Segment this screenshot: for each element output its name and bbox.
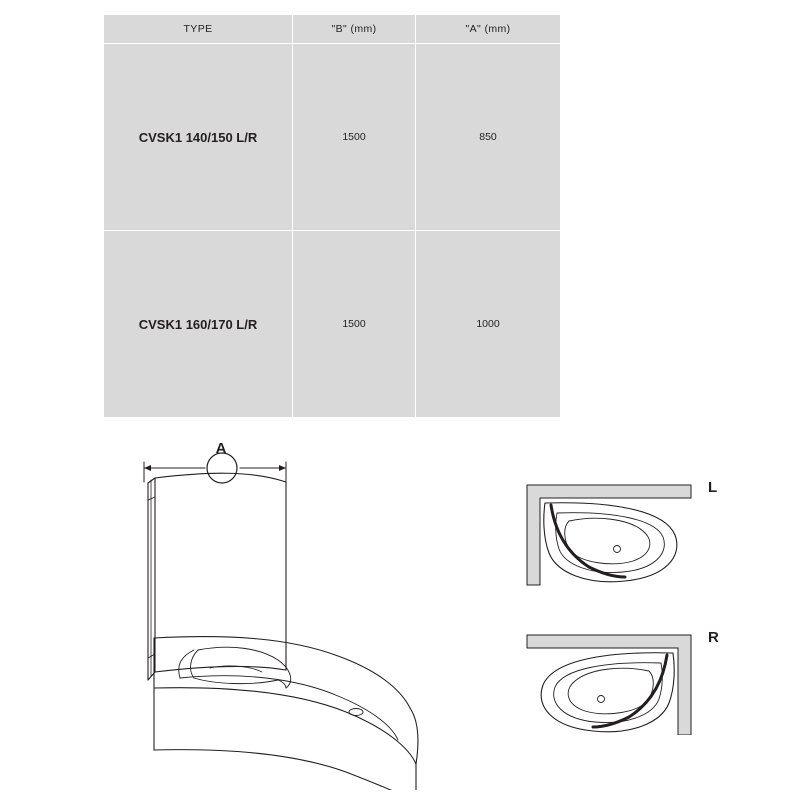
variant-right-label: R — [708, 629, 719, 646]
column-header-a: "A" (mm) — [416, 15, 561, 44]
bathtub-drain — [349, 709, 363, 716]
table-row — [104, 44, 561, 231]
table-header-row — [104, 15, 561, 44]
screen-hinge-marks — [148, 497, 155, 658]
variant-right-plan — [527, 635, 691, 735]
left-right-variant-drawings — [505, 465, 755, 735]
technical-drawing-area — [0, 410, 800, 800]
cell-type: CVSK1 140/150 L/R — [104, 44, 293, 231]
table-header — [104, 15, 561, 44]
cell-b: 1500 — [293, 44, 416, 231]
specification-table — [103, 14, 561, 418]
table-body — [104, 44, 561, 418]
variant-left-plan — [527, 485, 691, 585]
bath-screen-perspective-drawing — [110, 420, 470, 790]
cell-a: 850 — [416, 44, 561, 231]
cell-type: CVSK1 160/170 L/R — [104, 231, 293, 418]
cell-a: 1000 — [416, 231, 561, 418]
column-header-type: TYPE — [104, 15, 293, 44]
variant-left-label: L — [708, 479, 718, 496]
dimension-callout-circle — [207, 453, 237, 483]
dimension-label-a: A — [215, 440, 227, 457]
table-row — [104, 231, 561, 418]
cell-b: 1500 — [293, 231, 416, 418]
glass-screen-panel — [148, 473, 286, 680]
column-header-b: "B" (mm) — [293, 15, 416, 44]
